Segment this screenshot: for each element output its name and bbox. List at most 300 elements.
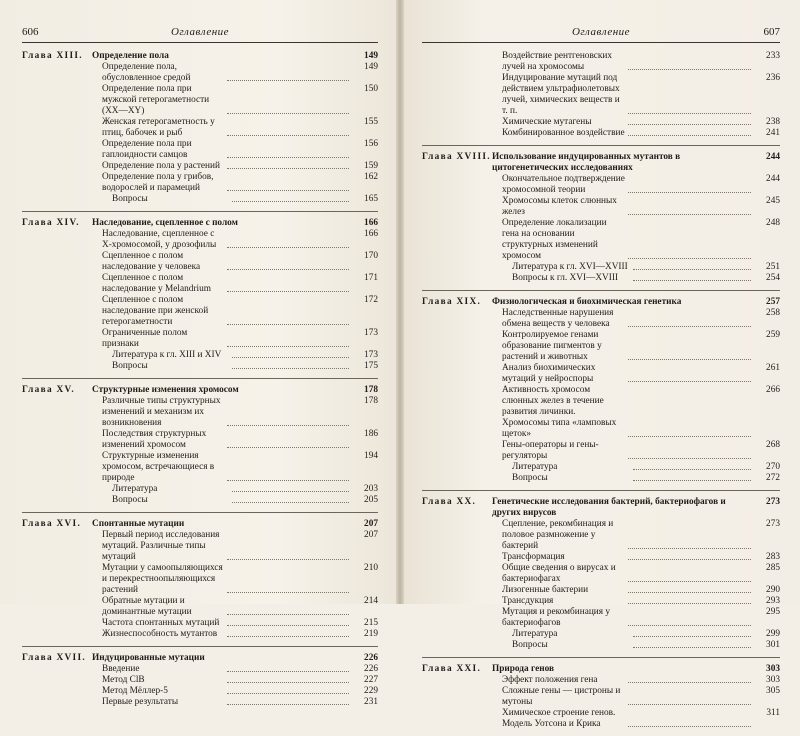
leader-dots: [227, 563, 349, 593]
chapter-page-number: 257: [766, 297, 780, 307]
leader-dots: [232, 194, 349, 202]
leader-dots: [628, 607, 751, 626]
chapter-title-line: [92, 519, 378, 530]
toc-entry: [492, 640, 780, 651]
entries-body: [492, 675, 780, 730]
chapter-entries-row: [422, 675, 780, 730]
toc-entry: [92, 229, 378, 251]
toc-entry-text: Анализ биохимических мутаций у нейроспоры: [502, 363, 596, 384]
toc-entry-text: Мутация и рекомбинация у бактериофагов: [502, 607, 611, 628]
toc-chapter: [22, 653, 378, 714]
leader-dots: [628, 563, 751, 582]
entries-body: [92, 62, 378, 205]
toc-entry-page: 203: [364, 484, 378, 494]
entries-body: [92, 530, 378, 640]
toc-entry-text: Обратные мутации и доминантные мутации: [102, 596, 192, 617]
chapter-page-number: 273: [766, 497, 780, 507]
toc-entry: [492, 128, 780, 139]
leader-dots: [628, 196, 751, 215]
left-page-title: Оглавление: [170, 26, 230, 38]
label-spacer: [422, 51, 492, 139]
label-spacer: [22, 530, 92, 640]
chapter-body: [92, 218, 378, 229]
leader-dots: [628, 440, 751, 459]
toc-entry: [92, 563, 378, 596]
toc-entry: [492, 629, 780, 640]
toc-entry: [492, 519, 780, 552]
toc-entry-page: 165: [364, 194, 378, 204]
leader-dots: [232, 350, 349, 358]
chapter-label: Глава XV.: [22, 385, 75, 395]
toc-entry-text: Метод Мёллер-5: [102, 686, 168, 696]
toc-entry-text: Жизнеспособность мутантов: [102, 629, 218, 639]
chapter-heading-row: [422, 297, 780, 308]
toc-entry-text: Литература к гл. XVI—XVIII: [512, 262, 628, 272]
chapter-body: [492, 664, 780, 675]
chapter-entries-row: [22, 229, 378, 372]
toc-entry: [92, 295, 378, 328]
toc-entry-text: Метод ClB: [102, 675, 145, 685]
chapter-label: Глава XX.: [422, 497, 477, 507]
toc-entry-page: 311: [766, 708, 780, 718]
leader-dots: [227, 429, 349, 448]
toc-entry-text: Первый период исследования мутаций. Различные типы мутаций: [102, 530, 220, 562]
left-page: [0, 0, 396, 707]
leader-dots: [633, 462, 751, 470]
chapter-title-line: [92, 218, 378, 229]
toc-entry-text: Определение локализации гена на основании структурных изменений хромосом: [502, 218, 607, 261]
chapter-body: [492, 297, 780, 308]
entries-body: [492, 519, 780, 651]
right-page-header: [422, 26, 780, 43]
chapter-title: Индуцированные мутации: [92, 653, 205, 663]
leader-dots: [628, 708, 751, 727]
toc-entry-text: Сцепленное с полом наследование у Melandrium: [102, 273, 211, 294]
leader-dots: [628, 73, 751, 114]
chapter-page-number: 166: [364, 218, 378, 228]
leader-dots: [628, 596, 751, 604]
toc-entry-text: Наследование, сцепленное с X-хромосомой, у дрозофилы: [102, 229, 217, 250]
chapter-title-line: [92, 653, 378, 664]
toc-chapter: [422, 497, 780, 658]
chapter-label: Глава XVI.: [22, 519, 82, 529]
chapter-label: Глава XIX.: [422, 297, 482, 307]
toc-entry-page: 172: [364, 295, 378, 305]
chapter-body: [92, 653, 378, 664]
chapter-heading-row: [22, 385, 378, 396]
right-page-number: 607: [763, 26, 780, 38]
chapter-label: Глава XXI.: [422, 664, 482, 674]
toc-entry: [492, 196, 780, 218]
toc-entry-text: Хромосомы клеток слюнных желез: [502, 196, 617, 217]
toc-entry-page: 173: [364, 328, 378, 338]
toc-entry-text: Определение пола при мужской гетерогаметности (XX—XY): [102, 84, 210, 116]
toc-entry-text: Сцепленное с полом наследование при женской гетерогаметности: [102, 295, 209, 327]
toc-entry-page: 293: [766, 596, 780, 606]
right-page-title: Оглавление: [571, 26, 631, 38]
toc-entry: [92, 618, 378, 629]
chapter-body: [492, 497, 780, 519]
chapter-body: [492, 152, 780, 174]
toc-entry-page: 194: [364, 451, 378, 461]
chapter-entries-row: [422, 308, 780, 484]
leader-dots: [628, 51, 751, 70]
entries-body: [492, 174, 780, 284]
toc-entry: [492, 218, 780, 262]
toc-entry-text: Литература: [112, 484, 158, 494]
right-page: [404, 0, 800, 729]
right-toc: [422, 51, 780, 736]
leader-dots: [227, 596, 349, 615]
leader-dots: [628, 686, 751, 705]
toc-chapter: [422, 51, 780, 146]
chapter-title: Физиологическая и биохимическая генетика: [492, 297, 682, 307]
toc-entry-page: 166: [364, 229, 378, 239]
chapter-heading-row: [422, 664, 780, 675]
toc-entry-text: Общие сведения о вирусах и бактериофагах: [502, 563, 616, 584]
chapter-heading-row: [422, 152, 780, 174]
toc-entry-text: Структурные изменения хромосом, встречающиеся в природе: [102, 451, 215, 483]
chapter-entries-row: [422, 174, 780, 284]
toc-entry-page: 159: [364, 161, 378, 171]
toc-entry: [492, 675, 780, 686]
toc-entry: [92, 451, 378, 484]
toc-entry-text: Активность хромосом слюнных желез в течение развития личинки. Хромосомы типа «ламповых щеток»: [502, 385, 617, 439]
leader-dots: [628, 330, 751, 360]
toc-entry-page: 272: [766, 473, 780, 483]
toc-chapter: [22, 385, 378, 513]
left-page-number: 606: [22, 26, 39, 38]
toc-entry: [92, 328, 378, 350]
toc-entry: [492, 73, 780, 117]
toc-chapter: [422, 152, 780, 291]
toc-entry-text: Вопросы: [112, 495, 148, 505]
chapter-title-line: [492, 152, 780, 174]
toc-chapter: [422, 664, 780, 736]
toc-entry-text: Гены-операторы и гены-регуляторы: [502, 440, 599, 461]
leader-dots: [628, 385, 751, 437]
chapter-heading-row: [22, 519, 378, 530]
label-spacer: [22, 62, 92, 205]
leader-dots: [227, 139, 349, 158]
toc-entry-page: 259: [766, 330, 780, 340]
chapter-body: [92, 385, 378, 396]
toc-entry: [92, 273, 378, 295]
toc-entry-text: Определение пола, обусловленное средой: [102, 62, 191, 83]
toc-entry-text: Лизогенные бактерии: [502, 585, 589, 595]
toc-entry-text: Окончательное подтверждение хромосомной теории: [502, 174, 625, 195]
toc-entry-page: 162: [364, 172, 378, 182]
toc-entry-page: 219: [364, 629, 378, 639]
chapter-entries-row: [22, 530, 378, 640]
leader-dots: [628, 128, 751, 136]
chapter-heading-row: [22, 218, 378, 229]
chapter-heading-row: [22, 51, 378, 62]
toc-entry-text: Трансдукция: [502, 596, 554, 606]
toc-entry-page: 226: [364, 664, 378, 674]
chapter-page-number: 303: [766, 664, 780, 674]
chapter-entries-row: [22, 396, 378, 506]
chapter-title-line: [492, 497, 780, 519]
toc-entry-page: 210: [364, 563, 378, 573]
toc-entry-page: 244: [766, 174, 780, 184]
toc-entry-page: 258: [766, 308, 780, 318]
toc-entry: [492, 473, 780, 484]
chapter-label: Глава XIV.: [22, 218, 80, 228]
entries-body: [92, 396, 378, 506]
leader-dots: [227, 451, 349, 481]
leader-dots: [628, 308, 751, 327]
toc-entry: [492, 117, 780, 128]
toc-entry-page: 173: [364, 350, 378, 360]
toc-entry: [92, 697, 378, 708]
toc-entry-page: 238: [766, 117, 780, 127]
leader-dots: [633, 273, 751, 281]
toc-entry-page: 227: [364, 675, 378, 685]
toc-entry: [492, 330, 780, 363]
toc-chapter: [22, 218, 378, 379]
toc-entry-text: Химическое строение генов. Модель Уотсона и Крика: [502, 708, 616, 729]
toc-entry-text: Вопросы: [512, 640, 548, 650]
leader-dots: [628, 519, 751, 549]
toc-entry-page: 301: [766, 640, 780, 650]
toc-entry: [92, 361, 378, 372]
entries-body: [92, 664, 378, 708]
toc-entry-text: Сложные гены — цистроны и мутоны: [502, 686, 621, 707]
toc-entry-page: 175: [364, 361, 378, 371]
toc-entry-page: 178: [364, 396, 378, 406]
toc-entry-page: 155: [364, 117, 378, 127]
label-spacer: [422, 308, 492, 484]
toc-entry-text: Различные типы структурных изменений и механизм их возникновения: [102, 396, 221, 428]
chapter-page-number: 178: [364, 385, 378, 395]
leader-dots: [628, 117, 751, 125]
toc-entry-text: Комбинированное воздействие: [502, 128, 625, 138]
chapter-heading-row: [22, 653, 378, 664]
toc-entry-text: Литература к гл. XIII и XIV: [112, 350, 222, 360]
chapter-title: Генетические исследования бактерий, бактериофагов и других вирусов: [492, 497, 726, 518]
toc-entry-text: Вопросы: [512, 473, 548, 483]
leader-dots: [227, 697, 349, 705]
toc-entry: [92, 117, 378, 139]
toc-entry-page: 268: [766, 440, 780, 450]
chapter-title: Спонтанные мутации: [92, 519, 185, 529]
leader-dots: [628, 363, 751, 382]
toc-entry-text: Сцепление, рекомбинация и половое размножение у бактерий: [502, 519, 614, 551]
chapter-title: Определение пола: [92, 51, 169, 61]
toc-entry-page: 231: [364, 697, 378, 707]
toc-entry: [92, 172, 378, 194]
toc-entry-page: 290: [766, 585, 780, 595]
leader-dots: [227, 273, 349, 292]
toc-entry-text: Женская гетерогаметность у птиц, бабочек и рыб: [102, 117, 215, 138]
toc-entry-page: 215: [364, 618, 378, 628]
leader-dots: [633, 640, 751, 648]
toc-entry-text: Первые результаты: [102, 697, 179, 707]
toc-entry-page: 251: [766, 262, 780, 272]
toc-entry-page: 150: [364, 84, 378, 94]
toc-entry-page: 299: [766, 629, 780, 639]
toc-entry-text: Частота спонтанных мутаций: [102, 618, 220, 628]
chapter-body: [92, 519, 378, 530]
toc-entry-page: 305: [766, 686, 780, 696]
toc-entry: [492, 607, 780, 629]
toc-entry: [492, 174, 780, 196]
toc-entry-page: 233: [766, 51, 780, 61]
chapter-title-line: [492, 664, 780, 675]
label-spacer: [22, 664, 92, 708]
chapter-page-number: 226: [364, 653, 378, 663]
leader-dots: [232, 484, 349, 492]
leader-dots: [232, 361, 349, 369]
left-page-header: [22, 26, 378, 43]
toc-entry: [492, 462, 780, 473]
toc-entry-text: Контролируемое генами образование пигментов у растений и животных: [502, 330, 602, 362]
chapter-entries-row: [422, 51, 780, 139]
toc-entry: [92, 484, 378, 495]
toc-entry-text: Введение: [102, 664, 140, 674]
chapter-entries-row: [22, 62, 378, 205]
toc-entry: [92, 251, 378, 273]
toc-entry-page: 170: [364, 251, 378, 261]
toc-entry-page: 295: [766, 607, 780, 617]
toc-entry-page: 214: [364, 596, 378, 606]
toc-entry: [92, 675, 378, 686]
toc-entry: [92, 84, 378, 117]
toc-entry-page: 156: [364, 139, 378, 149]
toc-entry-page: 245: [766, 196, 780, 206]
toc-entry-text: Наследственные нарушения обмена веществ у человека: [502, 308, 614, 329]
chapter-page-number: 207: [364, 519, 378, 529]
chapter-title-line: [92, 51, 378, 62]
toc-entry-text: Вопросы: [112, 194, 148, 204]
toc-entry-page: 254: [766, 273, 780, 283]
leader-dots: [227, 530, 349, 560]
toc-entry-text: Ограниченные полом признаки: [102, 328, 188, 349]
toc-entry: [92, 530, 378, 563]
toc-entry: [92, 596, 378, 618]
toc-entry: [492, 262, 780, 273]
toc-entry: [492, 563, 780, 585]
toc-entry: [92, 350, 378, 361]
label-spacer: [22, 396, 92, 506]
toc-entry-page: 270: [766, 462, 780, 472]
toc-entry-text: Мутации у самоопыляющихся и перекрестноопыляющихся растений: [102, 563, 223, 595]
toc-entry-page: 273: [766, 519, 780, 529]
toc-entry: [492, 273, 780, 284]
leader-dots: [227, 161, 349, 169]
leader-dots: [227, 664, 349, 672]
chapter-page-number: 149: [364, 51, 378, 61]
label-spacer: [22, 229, 92, 372]
chapter-entries-row: [422, 519, 780, 651]
toc-entry-text: Определение пола при гаплоидности самцов: [102, 139, 192, 160]
entries-body: [492, 308, 780, 484]
leader-dots: [628, 675, 751, 683]
toc-entry: [92, 429, 378, 451]
leader-dots: [628, 585, 751, 593]
leader-dots: [633, 262, 751, 270]
toc-entry-text: Последствия структурных изменений хромосом: [102, 429, 207, 450]
leader-dots: [232, 495, 349, 503]
leader-dots: [227, 675, 349, 683]
toc-entry-text: Вопросы к гл. XVI—XVIII: [512, 273, 619, 283]
toc-entry-text: Литература: [512, 462, 558, 472]
leader-dots: [227, 84, 349, 114]
toc-entry-page: 207: [364, 530, 378, 540]
toc-entry-page: 229: [364, 686, 378, 696]
toc-entry-page: 261: [766, 363, 780, 373]
book-gutter: [396, 0, 404, 604]
left-toc: [22, 51, 378, 714]
toc-entry-page: 205: [364, 495, 378, 505]
toc-entry: [92, 686, 378, 697]
toc-entry: [492, 308, 780, 330]
toc-entry: [92, 161, 378, 172]
toc-entry: [492, 552, 780, 563]
leader-dots: [628, 174, 751, 193]
chapter-title-line: [492, 297, 780, 308]
leader-dots: [628, 218, 751, 259]
toc-entry: [92, 139, 378, 161]
toc-chapter: [422, 297, 780, 491]
chapter-label: Глава XVII.: [22, 653, 87, 663]
leader-dots: [227, 618, 349, 626]
toc-entry-page: 266: [766, 385, 780, 395]
toc-entry-text: Сцепленное с полом наследование у человека: [102, 251, 201, 272]
toc-entry-text: Эффект положения гена: [502, 675, 598, 685]
leader-dots: [628, 552, 751, 560]
toc-entry: [92, 396, 378, 429]
leader-dots: [227, 62, 349, 81]
toc-entry-page: 236: [766, 73, 780, 83]
toc-entry: [492, 585, 780, 596]
toc-entry-text: Литература: [512, 629, 558, 639]
label-spacer: [422, 519, 492, 651]
toc-entry-page: 303: [766, 675, 780, 685]
toc-entry: [492, 363, 780, 385]
toc-entry-page: 241: [766, 128, 780, 138]
toc-entry: [492, 708, 780, 730]
toc-entry-page: 171: [364, 273, 378, 283]
toc-entry-text: Определение пола у грибов, водорослей и парамеций: [102, 172, 214, 193]
toc-chapter: [22, 519, 378, 647]
toc-entry-page: 285: [766, 563, 780, 573]
label-spacer: [422, 174, 492, 284]
leader-dots: [227, 629, 349, 637]
toc-entry: [492, 440, 780, 462]
toc-entry: [92, 664, 378, 675]
leader-dots: [227, 295, 349, 325]
chapter-heading-row: [422, 497, 780, 519]
chapter-title: Использование индуцированных мутантов в цитогенетических исследованиях: [492, 152, 681, 173]
toc-entry: [92, 629, 378, 640]
chapter-entries-row: [22, 664, 378, 708]
toc-entry-text: Определение пола у растений: [102, 161, 220, 171]
leader-dots: [227, 117, 349, 136]
toc-entry: [492, 51, 780, 73]
toc-entry-page: 149: [364, 62, 378, 72]
leader-dots: [227, 328, 349, 347]
leader-dots: [227, 229, 349, 248]
entries-body: [92, 229, 378, 372]
leader-dots: [633, 629, 751, 637]
toc-entry-page: 283: [766, 552, 780, 562]
toc-entry: [492, 596, 780, 607]
toc-entry-text: Трансформация: [502, 552, 565, 562]
chapter-title: Структурные изменения хромосом: [92, 385, 239, 395]
chapter-body: [92, 51, 378, 62]
